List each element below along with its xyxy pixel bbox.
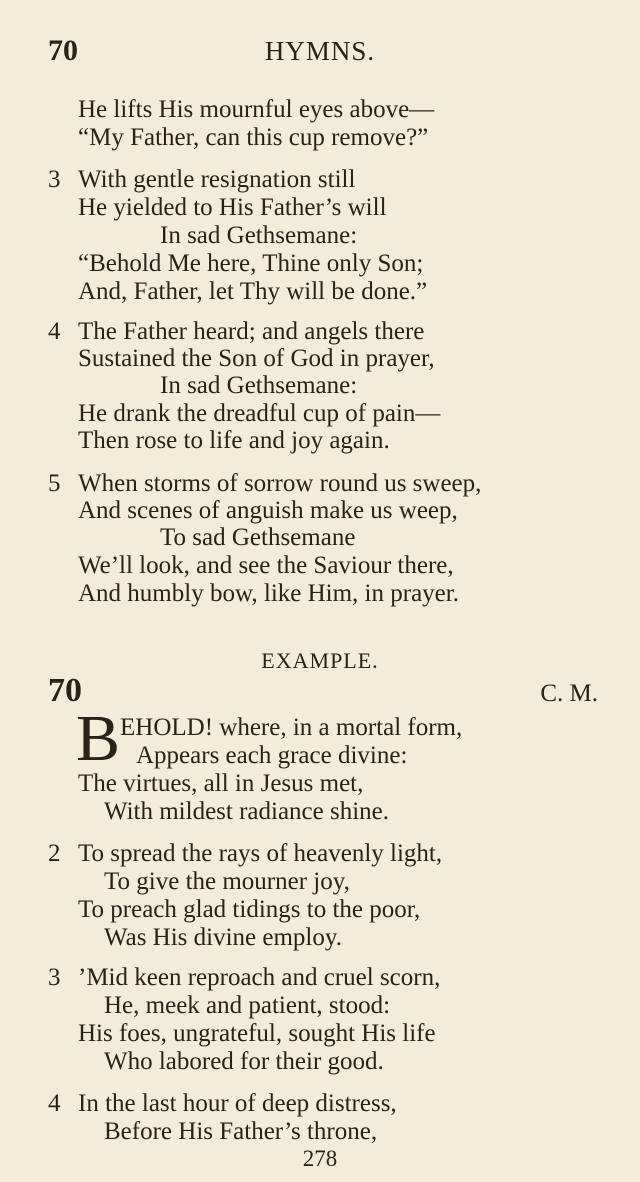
verse-line-refrain: In sad Gethsemane: — [160, 222, 358, 249]
verse-line: “Behold Me here, Thine only Son; — [78, 250, 424, 277]
verse-line: And scenes of anguish make us weep, — [78, 497, 458, 524]
drop-cap: B — [76, 702, 121, 775]
verse-line: Sustained the Son of God in prayer, — [78, 345, 435, 372]
verse-line: And humbly bow, like Him, in prayer. — [78, 580, 459, 607]
running-head-page-label: 70 — [48, 34, 78, 67]
page-folio: 278 — [302, 1146, 338, 1171]
running-head-title: HYMNS. — [264, 36, 376, 66]
stanza-number: 4 — [48, 1090, 61, 1117]
verse-line-refrain: In sad Gethsemane: — [160, 372, 358, 399]
verse-line: Before His Father’s throne, — [104, 1118, 378, 1145]
verse-line: With mildest radiance shine. — [104, 798, 390, 825]
verse-line: The virtues, all in Jesus met, — [78, 770, 364, 797]
verse-line: He drank the dreadful cup of pain— — [78, 400, 441, 427]
verse-line: He, meek and patient, stood: — [104, 992, 391, 1019]
stanza-number: 3 — [48, 964, 61, 991]
verse-line: To spread the rays of heavenly light, — [78, 840, 443, 867]
stanza-number: 3 — [48, 166, 61, 193]
verse-line: His foes, ungrateful, sought His life — [78, 1020, 436, 1047]
hymn-70-heading: EXAMPLE. — [261, 648, 379, 673]
verse-line: Appears each grace divine: — [136, 742, 408, 769]
verse-line: And, Father, let Thy will be done.” — [78, 278, 428, 305]
verse-line-refrain: To sad Gethsemane — [160, 524, 356, 551]
hymn-70-meter: C. M. — [540, 680, 598, 707]
stanza-number: 4 — [48, 318, 61, 345]
verse-line: Was His divine employ. — [104, 924, 343, 951]
verse-line: “My Father, can this cup remove?” — [78, 124, 429, 151]
stanza-number: 5 — [48, 470, 61, 497]
verse-line: Who labored for their good. — [104, 1048, 384, 1075]
verse-line: He yielded to His Father’s will — [78, 194, 387, 221]
stanza-number: 2 — [48, 840, 61, 867]
verse-line: To give the mourner joy, — [104, 868, 350, 895]
verse-line: ’Mid keen reproach and cruel scorn, — [78, 964, 441, 991]
verse-line: The Father heard; and angels there — [78, 318, 425, 345]
running-head — [48, 34, 592, 70]
verse-line: In the last hour of deep distress, — [78, 1090, 397, 1117]
verse-line: To preach glad tidings to the poor, — [78, 896, 421, 923]
verse-line: We’ll look, and see the Saviour there, — [78, 552, 454, 579]
verse-line: Then rose to life and joy again. — [78, 427, 390, 454]
verse-line: With gentle resignation still — [78, 166, 356, 193]
verse-line: When storms of sorrow round us sweep, — [78, 470, 482, 497]
hymn-70-number: 70 — [48, 672, 82, 709]
verse-line: He lifts His mournful eyes above— — [78, 96, 435, 123]
verse-line: EHOLD! where, in a mortal form, — [120, 714, 463, 741]
